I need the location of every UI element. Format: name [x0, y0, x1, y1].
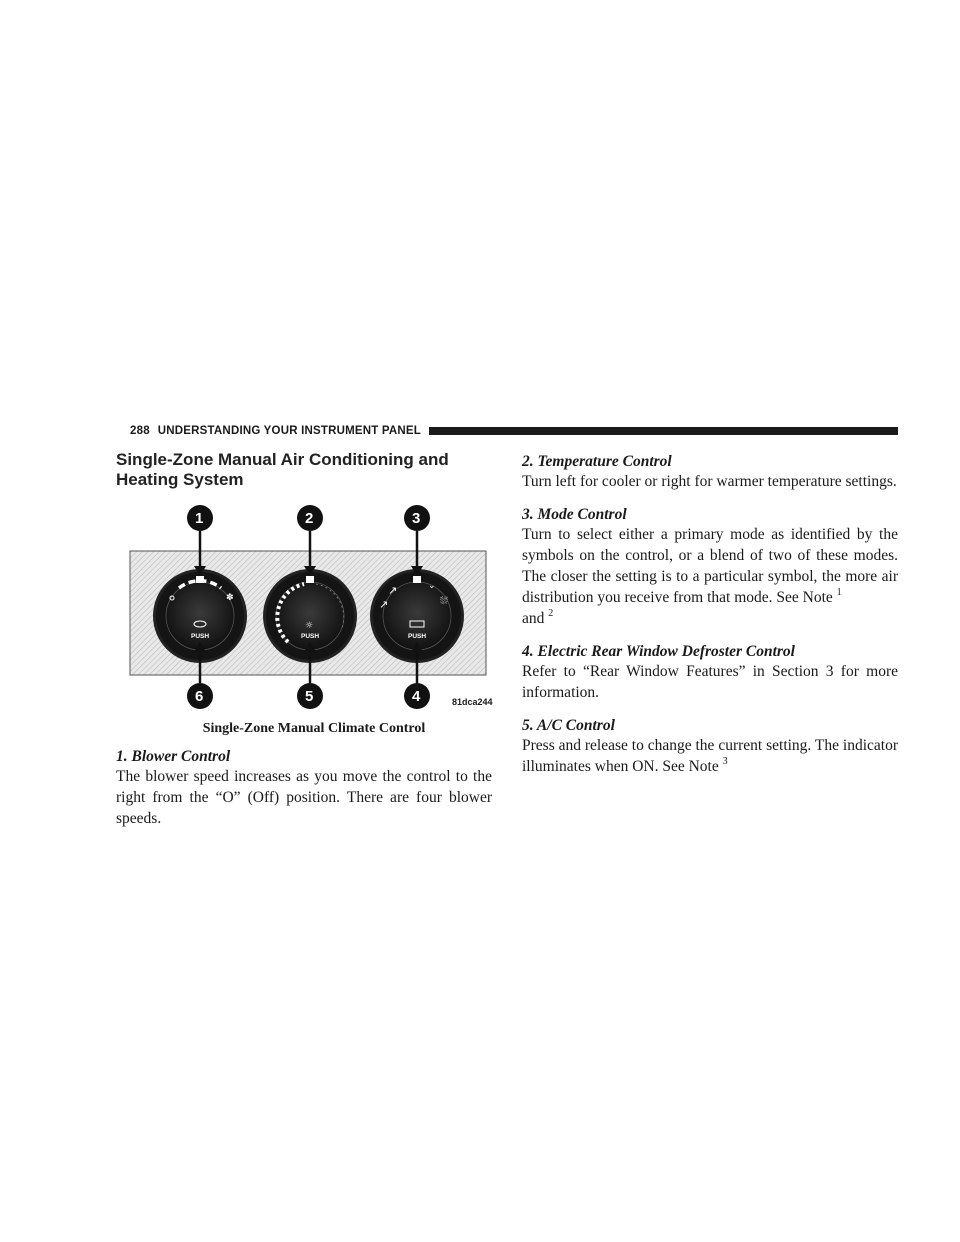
svg-text:6: 6 [195, 688, 204, 705]
climate-control-illustration [116, 504, 496, 716]
note-ref: 1 [836, 587, 842, 598]
svg-text:5: 5 [305, 688, 314, 705]
svg-text:2: 2 [305, 510, 314, 527]
svg-text:3: 3 [412, 510, 421, 527]
item-text-ac [522, 735, 898, 777]
item-text-blower: The blower speed increases as you move the control to the right from the “O” (Off) position. There are four blower speeds. [116, 768, 492, 827]
item-text-temperature: Turn left for cooler or right for warmer temperature settings. [522, 473, 897, 490]
running-title: UNDERSTANDING YOUR INSTRUMENT PANEL [157, 425, 421, 437]
and-text: and [522, 610, 545, 627]
push-label: PUSH [191, 633, 210, 640]
push-label: PUSH [301, 633, 320, 640]
item-text-rear-defroster: Refer to “Rear Window Features” in Section 3 for more information. [522, 663, 898, 701]
item-title-temperature: 2. Temperature Control [522, 453, 672, 470]
page-header [130, 424, 898, 438]
climate-control-figure [116, 504, 492, 722]
item-title-mode: 3. Mode Control [522, 506, 627, 523]
figure-code: 81dca244 [452, 697, 493, 707]
item-title-ac: 5. A/C Control [522, 717, 615, 734]
ac-icon: ☼ [305, 621, 314, 631]
note-ref: 2 [548, 608, 554, 619]
fan-icon: ✽ [226, 593, 234, 603]
defrost-mode-icon: ⛆ [440, 596, 448, 607]
header-rule [429, 427, 898, 435]
bilevel-mode-icon: ↗ [388, 584, 398, 597]
item-title-blower: 1. Blower Control [116, 748, 231, 765]
right-column [522, 452, 898, 790]
ac-text: Press and release to change the current setting. The indicator illuminates when ON. See Note [522, 737, 898, 775]
figure-caption: Single-Zone Manual Climate Control [202, 721, 426, 736]
svg-text:4: 4 [412, 688, 421, 705]
note-ref: 3 [722, 756, 728, 767]
page-number: 288 [130, 425, 150, 437]
push-label: PUSH [408, 633, 427, 640]
panel-mode-icon: ↗ [379, 598, 389, 611]
svg-text:1: 1 [195, 510, 204, 527]
left-column [116, 450, 492, 842]
floor-mode-icon: ⌄ [428, 581, 436, 591]
section-heading: Single-Zone Manual Air Conditioning and Heating System [116, 450, 449, 489]
item-text-mode [522, 524, 898, 629]
item-title-rear-defroster: 4. Electric Rear Window Defroster Control [522, 643, 795, 660]
mode-text: Turn to select either a primary mode as identified by the symbols on the control, or a blend of two of these modes. The closer the setting is to a particular symbol, the more air distribution you receive from that mode. See Note [522, 526, 898, 606]
